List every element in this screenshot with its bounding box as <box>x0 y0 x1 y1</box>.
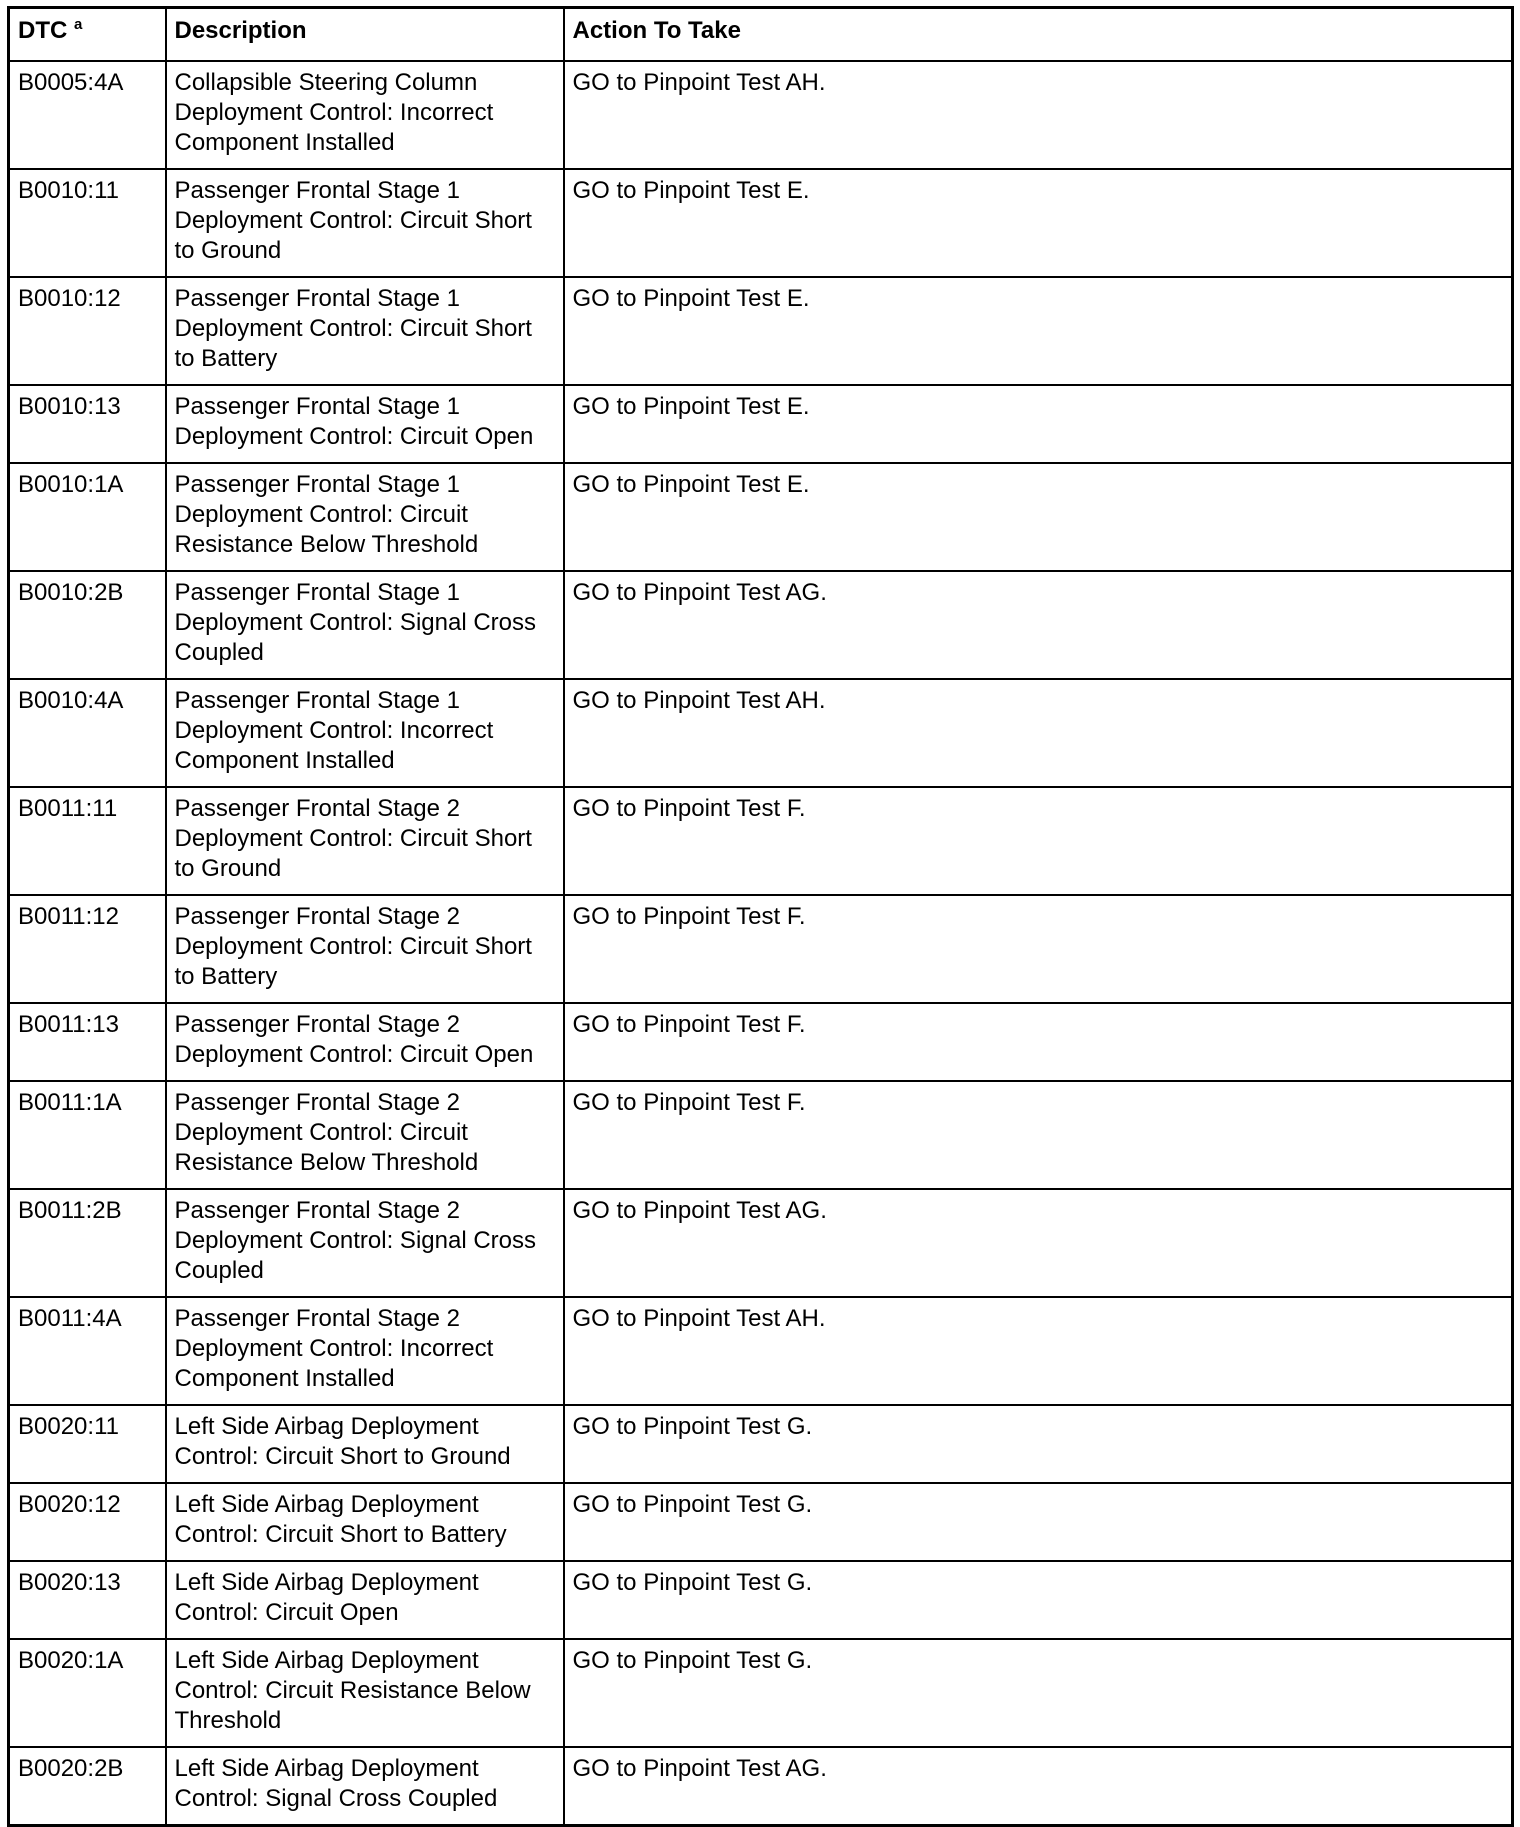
action-cell: GO to Pinpoint Test G. <box>564 1483 1513 1561</box>
dtc-code-cell: B0010:2B <box>9 571 166 679</box>
dtc-code-cell: B0011:2B <box>9 1189 166 1297</box>
description-cell: Passenger Frontal Stage 1 Deployment Control: Circuit Open <box>166 385 564 463</box>
description-cell: Passenger Frontal Stage 1 Deployment Control: Circuit Short to Battery <box>166 277 564 385</box>
table-row <box>9 1297 1513 1405</box>
table-row <box>9 1081 1513 1189</box>
description-cell: Passenger Frontal Stage 2 Deployment Control: Circuit Short to Battery <box>166 895 564 1003</box>
dtc-code-cell: B0010:13 <box>9 385 166 463</box>
header-dtc-label: DTC <box>18 17 68 44</box>
dtc-code-cell: B0005:4A <box>9 61 166 169</box>
dtc-code-cell: B0011:1A <box>9 1081 166 1189</box>
table-row <box>9 1189 1513 1297</box>
action-cell: GO to Pinpoint Test F. <box>564 1003 1513 1081</box>
description-cell: Collapsible Steering Column Deployment Control: Incorrect Component Installed <box>166 61 564 169</box>
description-cell: Passenger Frontal Stage 2 Deployment Control: Signal Cross Coupled <box>166 1189 564 1297</box>
action-cell: GO to Pinpoint Test AG. <box>564 571 1513 679</box>
action-cell: GO to Pinpoint Test AH. <box>564 1297 1513 1405</box>
header-description: Description <box>166 8 564 62</box>
table-row <box>9 787 1513 895</box>
description-cell: Passenger Frontal Stage 1 Deployment Control: Circuit Resistance Below Threshold <box>166 463 564 571</box>
action-cell: GO to Pinpoint Test AG. <box>564 1747 1513 1826</box>
dtc-code-cell: B0020:2B <box>9 1747 166 1826</box>
table-row <box>9 385 1513 463</box>
dtc-code-cell: B0011:13 <box>9 1003 166 1081</box>
table-row <box>9 61 1513 169</box>
dtc-code-cell: B0011:12 <box>9 895 166 1003</box>
dtc-code-cell: B0020:13 <box>9 1561 166 1639</box>
action-cell: GO to Pinpoint Test E. <box>564 385 1513 463</box>
dtc-code-cell: B0020:1A <box>9 1639 166 1747</box>
header-action: Action To Take <box>564 8 1513 62</box>
dtc-code-cell: B0020:11 <box>9 1405 166 1483</box>
description-cell: Left Side Airbag Deployment Control: Circuit Resistance Below Threshold <box>166 1639 564 1747</box>
action-cell: GO to Pinpoint Test G. <box>564 1639 1513 1747</box>
dtc-code-cell: B0011:11 <box>9 787 166 895</box>
header-dtc-footnote: a <box>74 16 83 33</box>
action-cell: GO to Pinpoint Test F. <box>564 1081 1513 1189</box>
description-cell: Passenger Frontal Stage 2 Deployment Control: Circuit Resistance Below Threshold <box>166 1081 564 1189</box>
table-row <box>9 679 1513 787</box>
action-cell: GO to Pinpoint Test AG. <box>564 1189 1513 1297</box>
action-cell: GO to Pinpoint Test G. <box>564 1561 1513 1639</box>
table-row <box>9 1639 1513 1747</box>
table-row <box>9 895 1513 1003</box>
table-row <box>9 1405 1513 1483</box>
action-cell: GO to Pinpoint Test E. <box>564 277 1513 385</box>
description-cell: Left Side Airbag Deployment Control: Circuit Short to Battery <box>166 1483 564 1561</box>
table-row <box>9 1483 1513 1561</box>
table-row <box>9 169 1513 277</box>
action-cell: GO to Pinpoint Test AH. <box>564 61 1513 169</box>
description-cell: Left Side Airbag Deployment Control: Circuit Short to Ground <box>166 1405 564 1483</box>
description-cell: Passenger Frontal Stage 2 Deployment Control: Circuit Short to Ground <box>166 787 564 895</box>
action-cell: GO to Pinpoint Test E. <box>564 463 1513 571</box>
table-row <box>9 1561 1513 1639</box>
description-cell: Passenger Frontal Stage 1 Deployment Control: Circuit Short to Ground <box>166 169 564 277</box>
header-dtc <box>9 8 166 62</box>
table-row <box>9 1747 1513 1826</box>
action-cell: GO to Pinpoint Test AH. <box>564 679 1513 787</box>
description-cell: Passenger Frontal Stage 2 Deployment Control: Circuit Open <box>166 1003 564 1081</box>
table-row <box>9 1003 1513 1081</box>
table-header-row <box>9 8 1513 62</box>
dtc-code-cell: B0010:1A <box>9 463 166 571</box>
dtc-code-cell: B0010:4A <box>9 679 166 787</box>
dtc-code-cell: B0020:12 <box>9 1483 166 1561</box>
description-cell: Passenger Frontal Stage 1 Deployment Control: Signal Cross Coupled <box>166 571 564 679</box>
description-cell: Passenger Frontal Stage 1 Deployment Control: Incorrect Component Installed <box>166 679 564 787</box>
description-cell: Left Side Airbag Deployment Control: Circuit Open <box>166 1561 564 1639</box>
table-row <box>9 463 1513 571</box>
table-row <box>9 277 1513 385</box>
dtc-code-cell: B0010:11 <box>9 169 166 277</box>
action-cell: GO to Pinpoint Test E. <box>564 169 1513 277</box>
action-cell: GO to Pinpoint Test F. <box>564 895 1513 1003</box>
table-body <box>9 61 1513 1826</box>
description-cell: Passenger Frontal Stage 2 Deployment Control: Incorrect Component Installed <box>166 1297 564 1405</box>
dtc-code-cell: B0011:4A <box>9 1297 166 1405</box>
action-cell: GO to Pinpoint Test F. <box>564 787 1513 895</box>
action-cell: GO to Pinpoint Test G. <box>564 1405 1513 1483</box>
dtc-table <box>7 6 1514 1827</box>
description-cell: Left Side Airbag Deployment Control: Signal Cross Coupled <box>166 1747 564 1826</box>
dtc-table-container <box>7 6 1514 1827</box>
table-row <box>9 571 1513 679</box>
dtc-code-cell: B0010:12 <box>9 277 166 385</box>
